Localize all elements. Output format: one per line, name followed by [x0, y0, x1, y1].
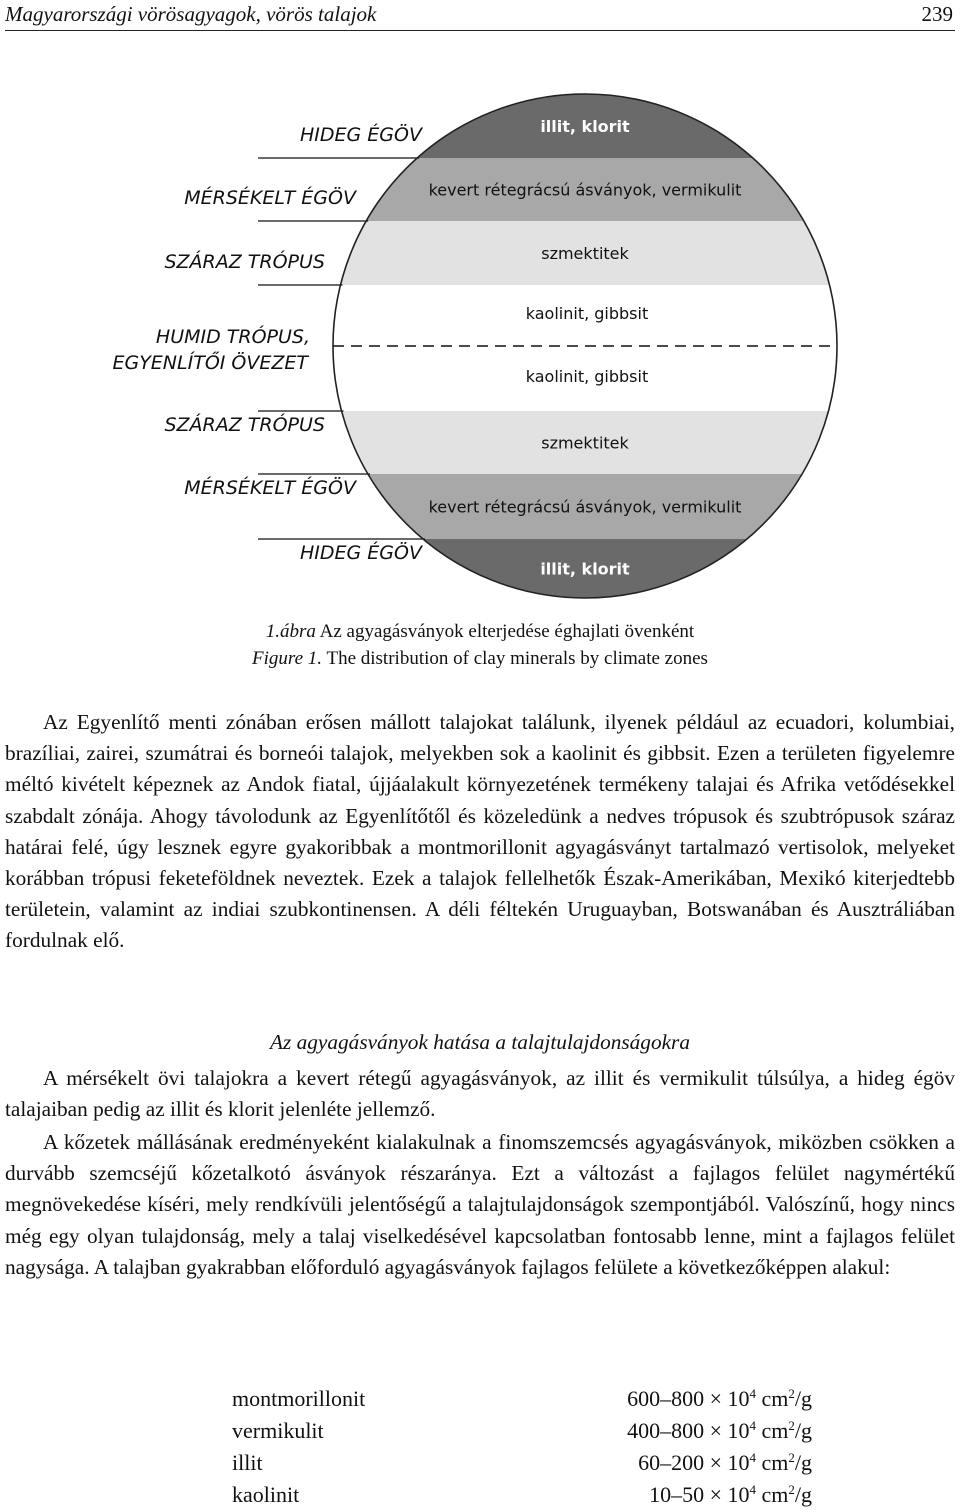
value-times: × — [709, 1386, 728, 1411]
value-base: 10 — [727, 1418, 750, 1443]
zone-band-label: kevert rétegrácsú ásványok, vermikulit — [428, 497, 742, 517]
zone-label: EGYENLÍTŐI ÖVEZET — [112, 352, 308, 374]
value-exp: 4 — [749, 1450, 756, 1465]
caption-en-label: Figure 1. — [252, 648, 323, 669]
zone-band-label: szmektitek — [541, 244, 629, 263]
climate-zone-figure — [0, 40, 960, 610]
mineral-name: montmorillonit — [232, 1386, 366, 1411]
value-unit: cm — [755, 1482, 789, 1507]
surface-area-row — [232, 1447, 812, 1479]
value-range: 60–200 — [638, 1450, 710, 1475]
zone-label: HIDEG ÉGÖV — [300, 542, 422, 564]
zone-band-label: kaolinit, gibbsit — [525, 367, 649, 386]
value-range: 600–800 — [627, 1386, 710, 1411]
mineral-name: vermikulit — [232, 1418, 324, 1443]
value-exp: 4 — [749, 1386, 756, 1401]
value-unit-exp: 2 — [788, 1418, 795, 1433]
page-number: 239 — [921, 2, 953, 26]
value-base: 10 — [727, 1482, 750, 1507]
zone-label: HIDEG ÉGÖV — [300, 124, 422, 146]
surface-area-row — [232, 1383, 812, 1415]
value-unit-exp: 2 — [788, 1386, 795, 1401]
paragraph-temperate-soils: A mérsékelt övi talajokra a kevert rétegű agyagásványok, az illit és vermikulit túlsúlya, a hideg égöv talajaiban pedig az illit és klorit jelenléte jellemző. — [5, 1066, 955, 1122]
zone-label: SZÁRAZ TRÓPUS — [164, 251, 325, 273]
caption-hu-text: Az agyagásványok elterjedése éghajlati övenként — [319, 621, 695, 642]
value-unit: cm — [755, 1386, 789, 1411]
paragraph-specific-surface: A kőzetek mállásának eredményeként kialakulnak a finomszemcsés agyagásványok, miközben csökken a durvább szemcséjű kőzetalkotó ásványok részaránya. Ezt a változást a fajlagos felület nagymértékű megnövekedése kíséri, mely rendkívüli jelentőségű a talajtulajdonságok szempontjából. Valószínű, hogy nincs még egy olyan tulajdonság, mely a talaj viselkedésével kapcsolatban fontosabb lenne, mint a fajlagos felület nagysága. A talajban gyakrabban előforduló agyagásványok fajlagos felülete a következőképpen alakul: — [5, 1130, 955, 1279]
value-per: /g — [794, 1482, 812, 1507]
caption-en-text: The distribution of clay minerals by climate zones — [326, 648, 708, 669]
section-subheading: Az agyagásványok hatása a talajtulajdonságokra — [270, 1030, 690, 1054]
surface-area-value — [582, 1447, 812, 1479]
page-header — [5, 0, 955, 31]
climate-zone-diagram — [0, 40, 960, 610]
value-exp: 4 — [749, 1418, 756, 1433]
zone-band-label: kevert rétegrácsú ásványok, vermikulit — [428, 180, 742, 200]
value-base: 10 — [727, 1386, 750, 1411]
value-times: × — [709, 1450, 728, 1475]
zone-band-label: szmektitek — [541, 433, 629, 453]
value-range: 400–800 — [627, 1418, 710, 1443]
value-exp: 4 — [749, 1482, 756, 1497]
value-range: 10–50 — [649, 1482, 710, 1507]
zone-label: HUMID TRÓPUS, — [155, 326, 310, 348]
value-per: /g — [794, 1450, 812, 1475]
zone-band-label: kaolinit, gibbsit — [525, 304, 649, 323]
paragraph-equatorial-soils: Az Egyenlítő menti zónában erősen mállott talajokat találunk, ilyenek például az ecuadori, kolumbiai, brazíliai, zairei, szumátrai és borneói talajok, melyekben sok a kaolinit és gibbsit. Ezen a területen figyelemre méltó kivételt képeznek az Andok fiatal, újjáalakult környezetének termékeny talajai és Afrika vetődésekkel szabdalt zónája. Ahogy távolodunk az Egyenlítőtől és közeledünk a nedves trópusok és szubtrópusok száraz határai felé, úgy lesznek egyre gyakoribbak a montmorillonit agyagásványt tartalmazó vertisolok, melyeket korábban trópusi feketeföldnek neveztek. Ezek a talajok fellelhetők Észak-Amerikában, Mexikó kiterjedtebb területein, valamint az indiai szubkontinensen. A déli féltekén Uruguayban, Botswanában és Ausztráliában fordulnak elő. — [5, 710, 955, 953]
zone-band-label: illit, klorit — [540, 117, 630, 136]
surface-area-row — [232, 1415, 812, 1447]
value-base: 10 — [727, 1450, 750, 1475]
zone-label: MÉRSÉKELT ÉGÖV — [184, 477, 356, 499]
zone-band-label: illit, klorit — [540, 559, 630, 579]
figure-caption-hu — [0, 621, 960, 643]
surface-area-row — [232, 1479, 812, 1511]
caption-hu-label: 1.ábra — [265, 621, 316, 642]
surface-area-table — [232, 1383, 812, 1511]
surface-area-value — [582, 1479, 812, 1511]
zone-label: MÉRSÉKELT ÉGÖV — [184, 187, 356, 209]
value-per: /g — [794, 1386, 812, 1411]
value-unit-exp: 2 — [788, 1450, 795, 1465]
running-title: Magyarországi vörösagyagok, vörös talajok — [5, 2, 377, 26]
mineral-name: illit — [232, 1450, 263, 1475]
mineral-name: kaolinit — [232, 1482, 300, 1507]
value-unit: cm — [755, 1418, 789, 1443]
value-unit-exp: 2 — [788, 1482, 795, 1497]
surface-area-value — [582, 1383, 812, 1415]
surface-area-value — [582, 1415, 812, 1447]
value-times: × — [709, 1482, 728, 1507]
value-per: /g — [794, 1418, 812, 1443]
value-times: × — [709, 1418, 728, 1443]
value-unit: cm — [755, 1450, 789, 1475]
figure-caption-en — [0, 648, 960, 670]
zone-label: SZÁRAZ TRÓPUS — [164, 414, 325, 436]
